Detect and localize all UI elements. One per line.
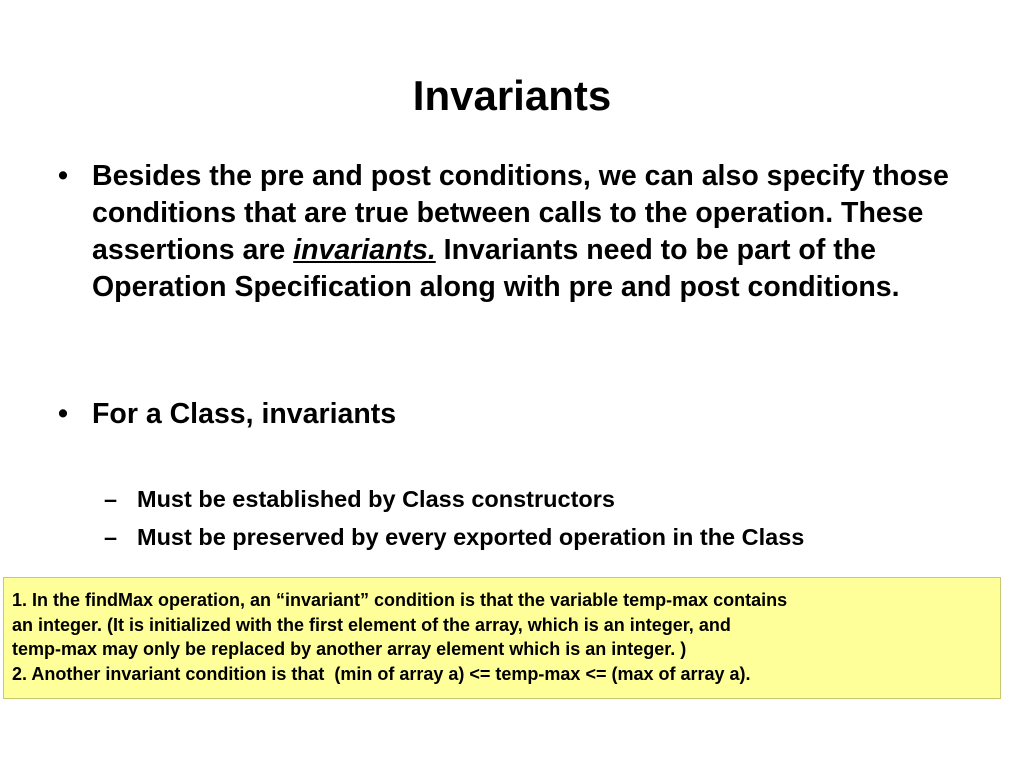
dash-icon: – <box>104 486 118 512</box>
note-box <box>3 577 1001 699</box>
note-line-2: an integer. (It is initialized with the first element of the array, which is an integer, and <box>12 614 731 635</box>
slide-title: Invariants <box>412 72 612 119</box>
bullet-dot-icon: • <box>58 160 68 192</box>
sub-bullet-text-2: Must be preserved by every exported operation in the Class <box>137 524 805 550</box>
note-line-3: temp-max may only be replaced by another array element which is an integer. ) <box>12 639 687 659</box>
bullet-text-1 <box>92 158 982 306</box>
bullet-text-2: For a Class, invariants <box>92 398 397 430</box>
note-line-1: 1. In the findMax operation, an “invariant” condition is that the variable temp-max contains <box>12 590 788 610</box>
invariants-emphasis: invariants. <box>293 234 436 266</box>
note-line-4: 2. Another invariant condition is that (min of array a) <= temp-max <= (max of array a). <box>12 663 751 684</box>
bullet-text-1-part-b: Invariants need to be part of the Operation Specification along with pre and post conditions. <box>92 234 900 303</box>
sub-bullet-text-1: Must be established by Class constructors <box>137 486 615 512</box>
bullet-text-1-part-a: Besides the pre and post conditions, we can also specify those conditions that are true between calls to the operation. These assertions are <box>92 160 949 266</box>
bullet-dot-icon: • <box>58 398 68 430</box>
dash-icon: – <box>104 524 118 550</box>
